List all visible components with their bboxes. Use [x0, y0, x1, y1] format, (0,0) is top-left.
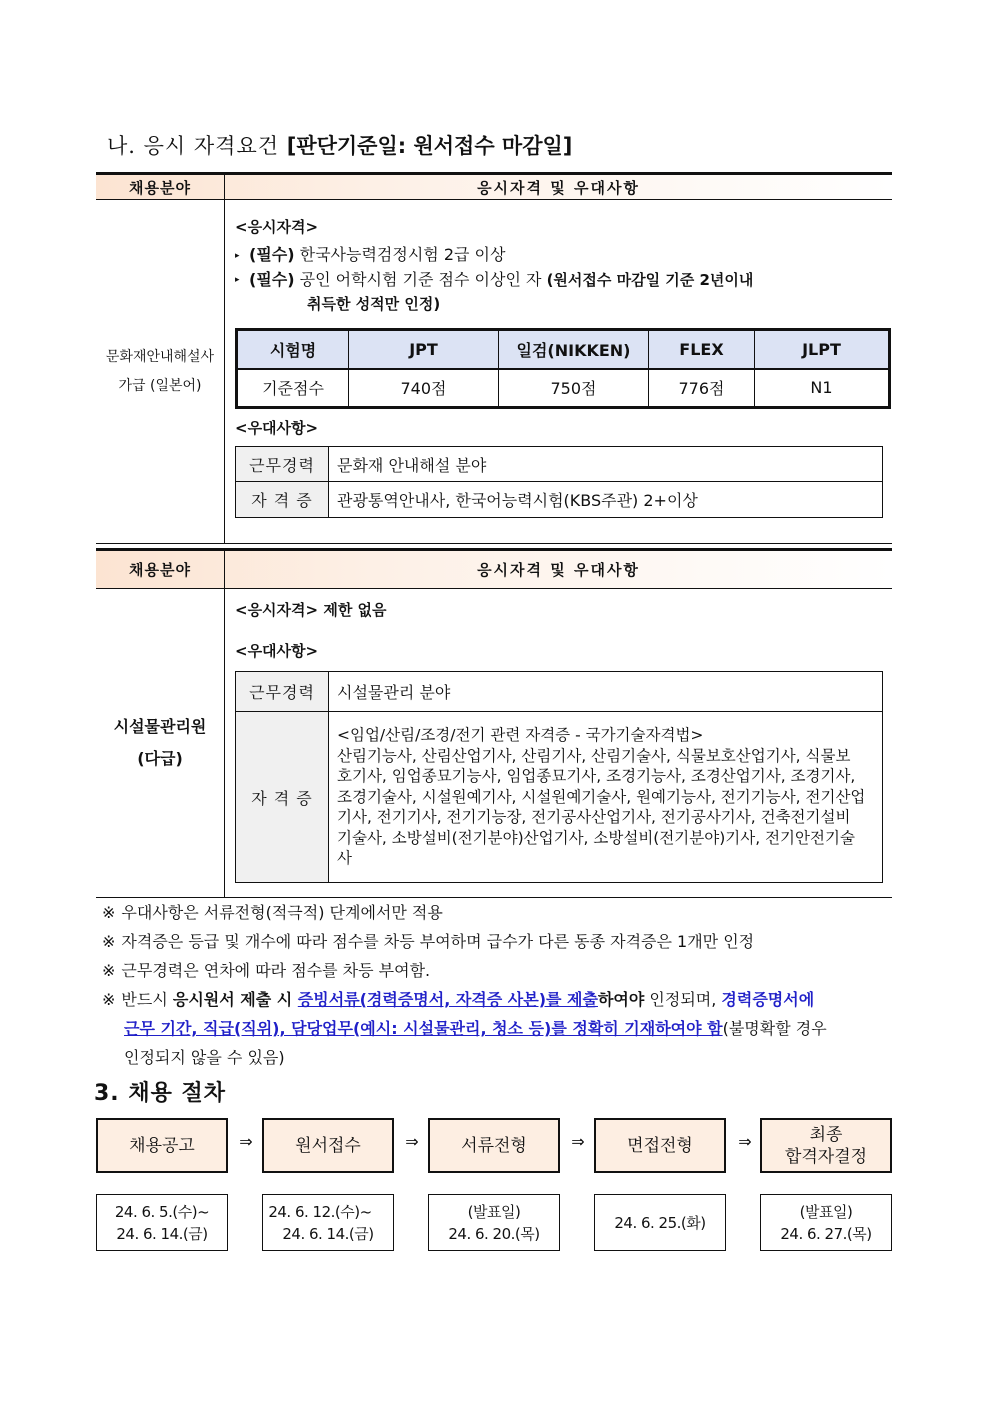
step-application	[262, 1118, 394, 1173]
step-label: 원서접수	[295, 1135, 361, 1156]
preference-row	[236, 712, 883, 883]
reference-mark-icon: ※	[102, 961, 116, 980]
preference-key: 자 격 증	[236, 712, 329, 883]
qualification-label: <응시자격>	[235, 601, 319, 619]
field-name-cell	[96, 589, 225, 897]
field-name-line1: 시설물관리원	[113, 717, 207, 736]
date-final-decision	[760, 1194, 892, 1251]
qualification-table-culture-guide	[96, 172, 892, 544]
cert-line: <임업/산림/조경/전기 관련 자격증 - 국가기술자격법>	[337, 726, 704, 745]
field-name-line2: 가급 (일본어)	[118, 377, 202, 394]
preference-value: 문화재 안내해설 분야	[329, 447, 883, 482]
step-label: 최종	[809, 1124, 843, 1145]
date-line: 24. 6. 14.(금)	[282, 1224, 374, 1243]
note-item	[102, 927, 902, 956]
note-emphasis: 경력증명서에	[721, 990, 815, 1009]
arrow-right-icon: ⇒	[239, 1132, 253, 1151]
qualification-content	[225, 200, 892, 543]
section-title-criteria: [판단기준일: 원서접수 마감일]	[286, 134, 573, 158]
reference-mark-icon: ※	[102, 932, 116, 951]
step-label: 합격자결정	[784, 1146, 868, 1167]
bullet-note: (원서접수 마감일 기준 2년이내	[546, 270, 754, 289]
score-table-row	[237, 369, 890, 408]
note-item	[102, 898, 902, 927]
note-bold: 하여야	[597, 990, 645, 1009]
cert-line: 사	[337, 849, 352, 868]
score-cell: N1	[755, 369, 890, 408]
date-line: 24. 6. 5.(수)~	[114, 1202, 210, 1221]
note-emphasis: 증빙서류(경력증명서, 자격증 사본)를 제출	[297, 990, 598, 1009]
reference-mark-icon: ※	[102, 903, 116, 922]
preference-key: 근무경력	[236, 672, 329, 712]
step-recruitment-notice	[96, 1118, 228, 1173]
field-name-line2: (다급)	[137, 749, 183, 768]
triangle-bullet-icon: ▸	[235, 250, 240, 261]
step-document-screening	[428, 1118, 560, 1173]
bullet-continuation	[235, 292, 892, 316]
reference-mark-icon: ※	[102, 990, 116, 1009]
note-emphasis: 근무 기간, 직급(직위), 담당업무(예시: 시설물관리, 청소 등)를 정확히 기재하여야 함	[124, 1019, 723, 1038]
date-line: (발표일)	[799, 1202, 853, 1221]
preference-row	[236, 447, 883, 482]
table-body-row	[96, 200, 892, 543]
qualification-label: <응시자격>	[235, 218, 319, 236]
note-text: 자격증은 등급 및 개수에 따라 점수를 차등 부여하며 급수가 다른 동종 자격증은 1개만 인정	[121, 932, 755, 951]
preference-value: 관광통역안내사, 한국어능력시험(KBS주관) 2+이상	[329, 482, 883, 518]
section-title	[107, 130, 572, 160]
required-tag: (필수)	[249, 245, 295, 264]
score-cell: 776점	[649, 369, 755, 408]
table-header-row	[96, 175, 892, 200]
field-name-cell	[96, 200, 225, 543]
cert-line: 호기사, 임업종묘기능사, 임업종묘기사, 조경기능사, 조경산업기사, 조경기사,	[337, 767, 856, 786]
qualification-value: 제한 없음	[323, 601, 387, 619]
date-line: 24. 6. 20.(목)	[448, 1224, 540, 1243]
date-document-screening	[428, 1194, 560, 1251]
bullet-text: 한국사능력검정시험 2급 이상	[299, 245, 506, 264]
step-label: 서류전형	[461, 1135, 527, 1156]
note-text: 반드시	[121, 990, 173, 1009]
date-line: 24. 6. 27.(목)	[780, 1224, 872, 1243]
preference-value-certificates	[329, 712, 883, 883]
preference-table	[235, 446, 883, 518]
date-interview	[594, 1194, 726, 1251]
score-header-cell: 일검(NIKKEN)	[499, 330, 649, 369]
preference-key: 근무경력	[236, 447, 329, 482]
date-line: 24. 6. 12.(수)~	[268, 1202, 372, 1221]
preference-row	[236, 672, 883, 712]
header-qualifications: 응시자격 및 우대사항	[477, 561, 640, 579]
date-line: 24. 6. 25.(화)	[614, 1213, 706, 1232]
cert-line: 산림기능사, 산림산업기사, 산림기사, 산림기술사, 식물보호산업기사, 식물보	[337, 746, 851, 765]
notes	[102, 898, 902, 1072]
score-header-cell: JLPT	[755, 330, 890, 369]
score-header-cell: 시험명	[237, 330, 349, 369]
bullet-item	[235, 243, 892, 268]
cert-line: 기술사, 소방설비(전기분야)산업기사, 소방설비(전기분야)기사, 전기안전기술	[337, 828, 855, 847]
header-field: 채용분야	[96, 551, 225, 588]
qualification-line	[235, 599, 892, 620]
cert-line: 조경기술사, 시설원예기사, 시설원예기술사, 원예기능사, 전기기능사, 전기산업	[337, 787, 866, 806]
triangle-bullet-icon: ▸	[235, 275, 240, 285]
score-header-cell: FLEX	[649, 330, 755, 369]
bullet-text: 공인 어학시험 기준 점수 이상인 자	[299, 269, 542, 289]
arrow-right-icon: ⇒	[571, 1132, 585, 1151]
header-qualifications: 응시자격 및 우대사항	[477, 178, 640, 197]
date-recruitment-notice	[96, 1194, 228, 1251]
bullet-note-continuation: 취득한 성적만 인정)	[307, 295, 441, 313]
note-text: 근무경력은 연차에 따라 점수를 차등 부여함.	[121, 961, 431, 980]
section-title-prefix: 나. 응시 자격요건	[107, 134, 280, 158]
step-interview	[594, 1118, 726, 1173]
field-name-line1: 문화재안내해설사	[105, 348, 215, 365]
date-application	[262, 1194, 394, 1251]
preference-row	[236, 482, 883, 518]
score-table	[235, 328, 891, 409]
note-bold: 응시원서 제출 시	[172, 990, 298, 1009]
bullet-item	[235, 268, 892, 293]
note-item-important	[102, 985, 902, 1014]
step-label: 면접전형	[627, 1135, 693, 1156]
note-text: 인정되며,	[644, 990, 722, 1009]
score-cell: 기준점수	[237, 369, 349, 408]
table-body-row	[96, 589, 892, 897]
note-text: 우대사항은 서류전형(적극적) 단계에서만 적용	[121, 903, 443, 922]
step-final-decision	[760, 1118, 892, 1173]
qualification-content	[225, 589, 892, 897]
cert-line: 기사, 전기기사, 전기기능장, 전기공사산업기사, 전기공사기사, 건축전기설비	[337, 808, 851, 827]
required-tag: (필수)	[249, 269, 295, 289]
note-text: 인정되지 않을 수 있음)	[124, 1048, 285, 1067]
score-header-cell: JPT	[349, 330, 499, 369]
preference-label: <우대사항>	[235, 642, 319, 660]
score-cell: 740점	[349, 369, 499, 408]
arrow-right-icon: ⇒	[405, 1132, 419, 1151]
table-header-row	[96, 551, 892, 589]
qualification-table-facility-manager	[96, 548, 892, 898]
preference-label: <우대사항>	[235, 419, 319, 437]
score-table-header	[237, 330, 890, 369]
arrow-right-icon: ⇒	[738, 1132, 752, 1151]
note-item-important-cont	[102, 1014, 902, 1043]
note-item-important-cont	[102, 1043, 902, 1072]
date-line: (발표일)	[467, 1202, 521, 1221]
score-cell: 750점	[499, 369, 649, 408]
preference-value: 시설물관리 분야	[329, 672, 883, 712]
note-item	[102, 956, 902, 985]
date-line: 24. 6. 14.(금)	[116, 1224, 208, 1243]
procedure-title: 3. 채용 절차	[94, 1081, 226, 1106]
preference-table	[235, 671, 883, 883]
step-label: 채용공고	[129, 1135, 195, 1156]
note-text: (불명확할 경우	[722, 1019, 827, 1038]
header-field: 채용분야	[96, 175, 225, 199]
preference-key: 자 격 증	[236, 482, 329, 518]
